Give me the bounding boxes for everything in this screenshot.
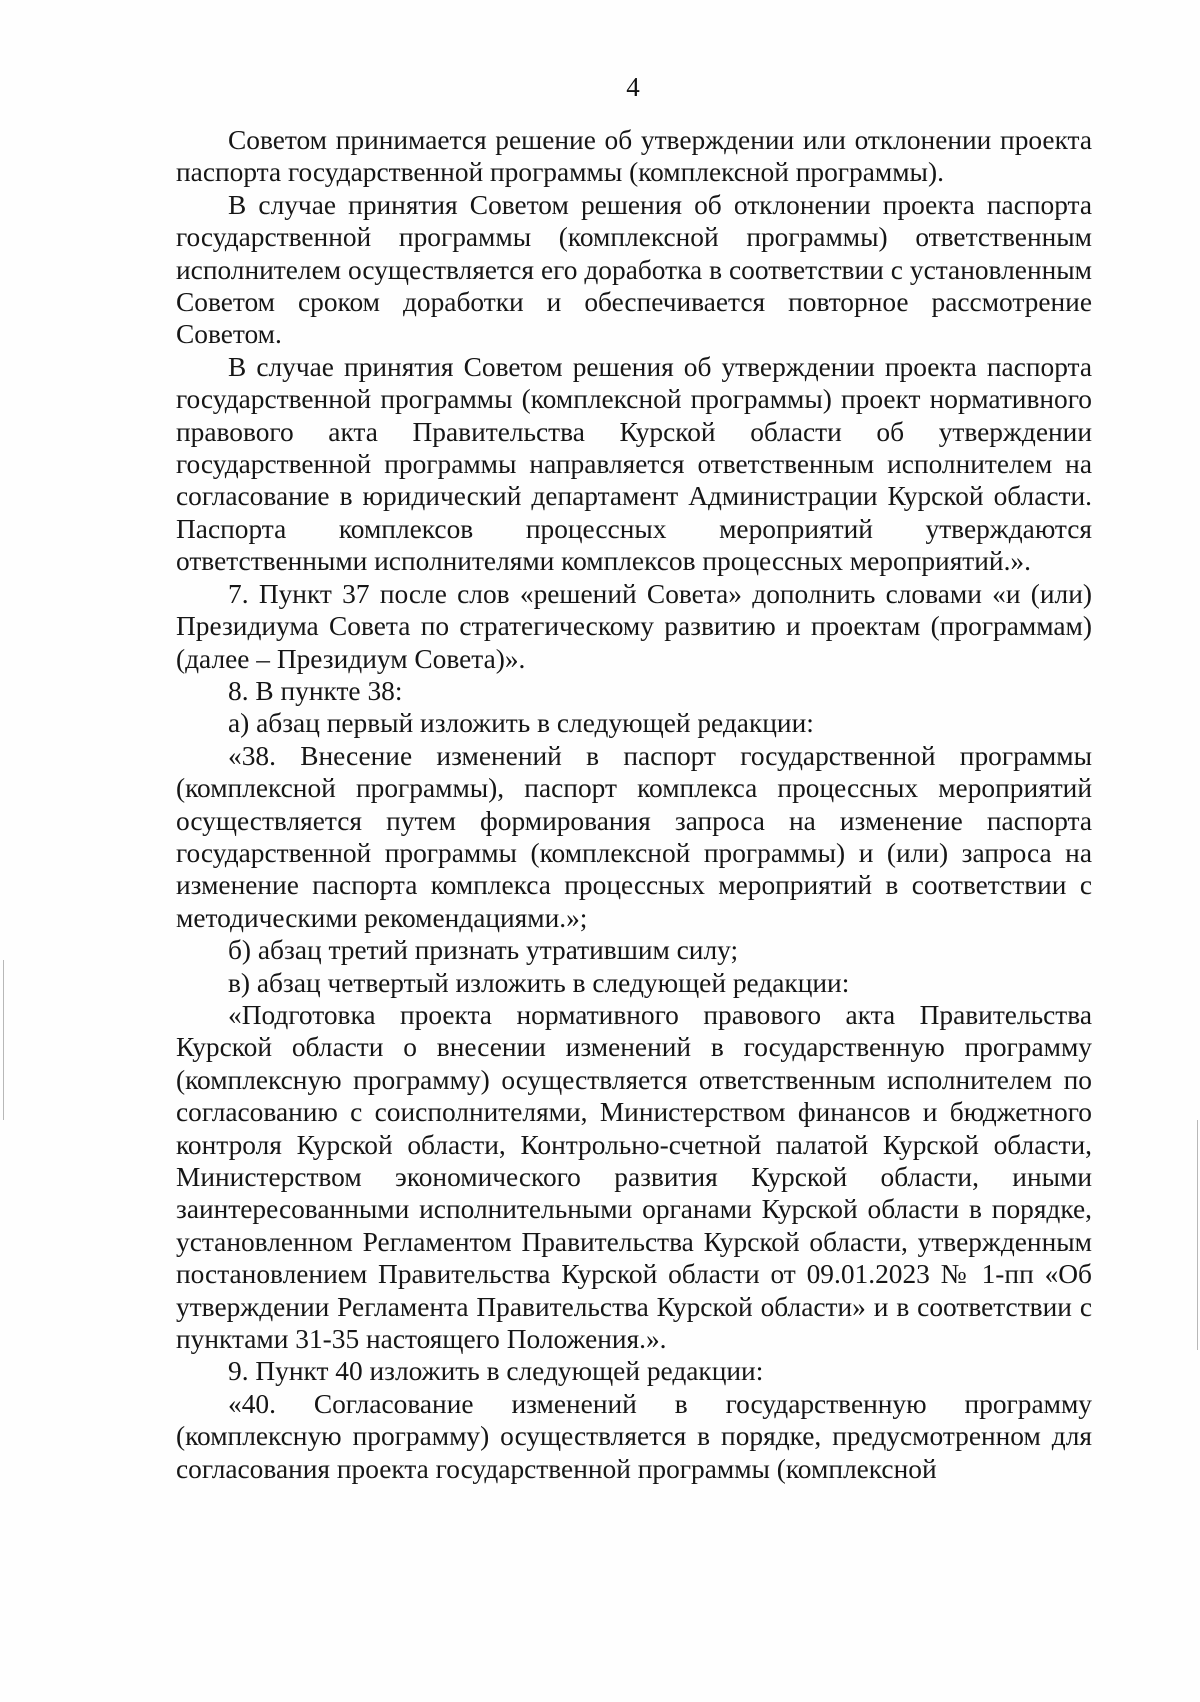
paragraph: 8. В пункте 38:	[228, 675, 403, 706]
document-body	[176, 124, 1092, 1485]
paragraph: 7. Пункт 37 после слов «решений Совета» дополнить словами «и (или) Президиума Совета по стратегическому развитию и проектам (программам) (далее – Президиум Совета)».	[176, 578, 1092, 674]
paragraph: 9. Пункт 40 изложить в следующей редакции:	[228, 1356, 764, 1387]
paragraph: Советом принимается решение об утверждении или отклонении проекта паспорта государственной программы (комплексной программы).	[176, 125, 1092, 188]
paragraph: а) абзац первый изложить в следующей редакции:	[228, 708, 814, 739]
paragraph: «38. Внесение изменений в паспорт государственной программы (комплексной программы), паспорт комплекса процессных мероприятий осуществляется путем формирования запроса на изменение паспорта государственной программы (комплексной программы) и (или) запроса на изменение паспорта комплекса процессных мероприятий в соответствии с методическими рекомендациями.»;	[176, 740, 1092, 933]
page-number: 4	[626, 72, 640, 102]
paragraph: «Подготовка проекта нормативного правового акта Правительства Курской области о внесении изменений в государственную программу (комплексную программу) осуществляется ответственным исполнителем по согласованию с соисполнителями, Министерством финансов и бюджетного контроля Курской области, Контрольно-счетной палатой Курской области, Министерством экономического развития Курской области, иными заинтересованными исполнительными органами Курской области в порядке, установленном Регламентом Правительства Курской области, утвержденным постановлением Правительства Курской области от 09.01.2023 № 1-пп «Об утверждении Регламента Правительства Курской области» и в соответствии с пунктами 31-35 настоящего Положения.».	[176, 999, 1092, 1355]
paragraph-continued: «40. Согласование изменений в государственную программу (комплексную программу) осуществляется в порядке, предусмотренном для согласования проекта государственной программы (комплексной	[176, 1388, 1092, 1484]
paragraph: б) абзац третий признать утратившим силу;	[228, 935, 739, 966]
scan-edge-mark	[1197, 1120, 1198, 1350]
scan-edge-mark	[3, 960, 4, 1120]
paragraph: в) абзац четвертый изложить в следующей редакции:	[228, 967, 850, 998]
paragraph: В случае принятия Советом решения об отклонении проекта паспорта государственной программы (комплексной программы) ответственным исполнителем осуществляется его доработка в соответствии с установленным Советом сроком доработки и обеспечивается повторное рассмотрение Советом.	[176, 189, 1092, 350]
paragraph: В случае принятия Советом решения об утверждении проекта паспорта государственной программы (комплексной программы) проект нормативного правового акта Правительства Курской области об утверждении государственной программы направляется ответственным исполнителем на согласование в юридический департамент Администрации Курской области. Паспорта комплексов процессных мероприятий утверждаются ответственными исполнителями комплексов процессных мероприятий.».	[176, 351, 1092, 577]
